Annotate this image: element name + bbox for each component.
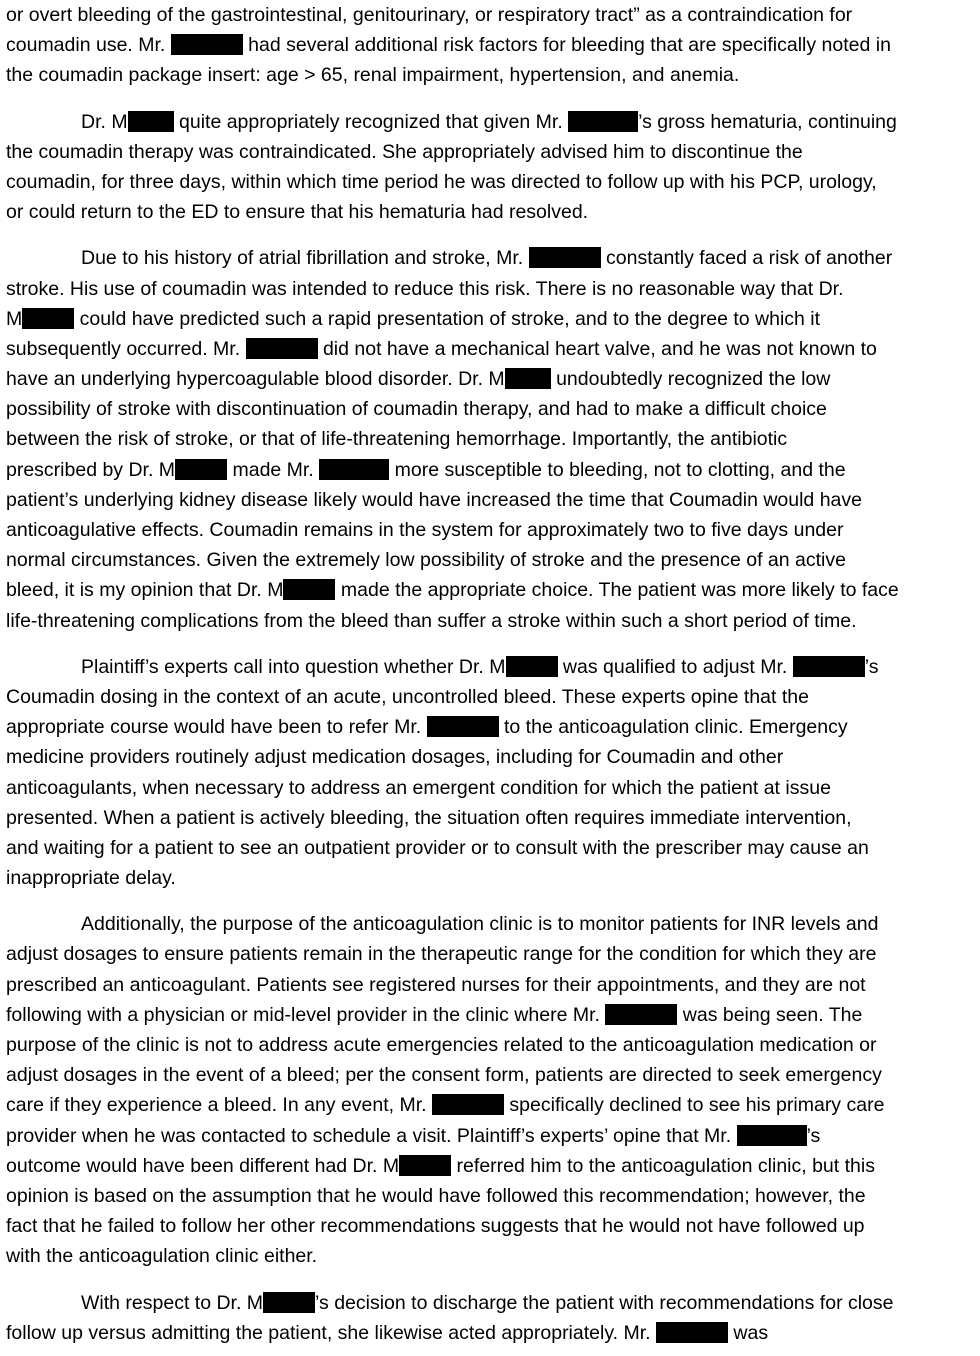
text-segment: between the risk of stroke, or that of life-threatening hemorrhage. Importantly, the antibiotic [6, 428, 788, 451]
text-segment: coumadin, for three days, within which time period he was directed to follow up with his PCP, urology, [6, 170, 877, 193]
text-segment: Additionally, the purpose of the anticoagulation clinic is to monitor patients for INR levels and [81, 913, 879, 936]
text-line [6, 0, 974, 30]
redaction-box [399, 1155, 451, 1176]
text-line [6, 1318, 974, 1348]
text-line [6, 364, 974, 394]
text-line [6, 863, 974, 893]
text-segment: made the appropriate choice. The patient was more likely to face [335, 579, 899, 602]
text-segment: ’s [806, 1124, 821, 1147]
text-segment: following with a physician or mid-level provider in the clinic where Mr. [6, 1003, 606, 1026]
text-line [6, 652, 974, 682]
text-line [6, 1151, 974, 1181]
text-segment: With respect to Dr. M [81, 1291, 264, 1314]
text-segment: prescribed by Dr. M [6, 458, 176, 481]
redaction-box [505, 368, 551, 389]
text-line [6, 939, 974, 969]
text-line [6, 424, 974, 454]
text-line [6, 606, 974, 636]
text-line [6, 274, 974, 304]
text-segment: fact that he failed to follow her other recommendations suggests that he would not have followed up [6, 1215, 865, 1238]
text-line [6, 1211, 974, 1241]
text-segment: M [6, 307, 23, 330]
text-line [6, 334, 974, 364]
paragraph [6, 652, 974, 894]
text-segment: with the anticoagulation clinic either. [6, 1245, 318, 1268]
text-line [6, 107, 974, 137]
text-segment: inappropriate delay. [6, 867, 176, 890]
text-segment: appropriate course would have been to refer Mr. [6, 716, 427, 739]
redaction-box [793, 656, 865, 677]
text-segment: anticoagulants, when necessary to address an emergent condition for which the patient at issue [6, 776, 831, 799]
text-segment: more susceptible to bleeding, not to clotting, and the [389, 458, 846, 481]
text-segment: and waiting for a patient to see an outpatient provider or to consult with the prescriber may cause an [6, 836, 869, 859]
text-line [6, 1000, 974, 1030]
text-line [6, 545, 974, 575]
text-line [6, 485, 974, 515]
text-segment: quite appropriately recognized that given Mr. [173, 110, 569, 133]
text-segment: referred him to the anticoagulation clinic, but this [451, 1154, 875, 1177]
text-segment: constantly faced a risk of another [600, 247, 893, 270]
redaction-box [506, 656, 558, 677]
redaction-box [529, 247, 601, 268]
text-segment: have an underlying hypercoagulable blood disorder. Dr. M [6, 368, 505, 391]
redaction-box [22, 308, 74, 329]
text-segment: was qualified to adjust Mr. [557, 655, 793, 678]
text-segment: ’s gross hematuria, continuing [638, 110, 897, 133]
text-segment: life-threatening complications from the bleed than suffer a stroke within such a short period of time. [6, 609, 857, 632]
redaction-box [568, 111, 638, 132]
text-segment: stroke. His use of coumadin was intended to reduce this risk. There is no reasonable way that Dr. [6, 277, 844, 300]
text-line [6, 1241, 974, 1271]
text-segment: anticoagulative effects. Coumadin remains in the system for approximately two to five days under [6, 519, 844, 541]
text-segment: Plaintiff’s experts call into question whether Dr. M [81, 655, 506, 678]
text-line [6, 1090, 974, 1120]
text-line [6, 30, 974, 60]
text-segment: opinion is based on the assumption that he would have followed this recommendation; however, the [6, 1184, 866, 1207]
text-line [6, 1121, 974, 1151]
text-line [6, 712, 974, 742]
redaction-box [432, 1094, 504, 1115]
paragraph [6, 243, 974, 635]
redaction-box [737, 1125, 807, 1146]
text-line [6, 773, 974, 803]
text-segment: was being seen. The [677, 1003, 863, 1026]
text-segment: made Mr. [227, 458, 320, 481]
redaction-box [319, 459, 389, 480]
text-segment: Dr. M [81, 110, 128, 133]
text-line [6, 909, 974, 939]
text-line [6, 304, 974, 334]
text-segment: ’s decision to discharge the patient with recommendations for close [315, 1291, 894, 1314]
text-segment: to the anticoagulation clinic. Emergency [498, 716, 848, 739]
text-segment: had several additional risk factors for bleeding that are specifically noted in [242, 34, 891, 57]
text-segment: or overt bleeding of the gastrointestinal, genitourinary, or respiratory tract” as a contraindication for [6, 4, 853, 26]
text-line [6, 742, 974, 772]
text-segment: was [727, 1321, 769, 1344]
text-segment: provider when he was contacted to schedule a visit. Plaintiff’s experts’ opine that Mr. [6, 1124, 737, 1147]
text-line [6, 682, 974, 712]
text-segment: bleed, it is my opinion that Dr. M [6, 579, 284, 602]
text-line [6, 1181, 974, 1211]
text-line [6, 803, 974, 833]
text-segment: prescribed an anticoagulant. Patients see registered nurses for their appointments, and they are not [6, 973, 866, 996]
text-segment: the coumadin therapy was contraindicated. She appropriately advised him to discontinue the [6, 140, 803, 163]
redaction-box [283, 579, 335, 600]
text-segment: normal circumstances. Given the extremely low possibility of stroke and the presence of an active [6, 549, 846, 572]
text-line [6, 394, 974, 424]
text-line [6, 455, 974, 485]
text-line [6, 197, 974, 227]
redaction-box [656, 1322, 728, 1343]
paragraph [6, 1288, 974, 1348]
text-line [6, 1288, 974, 1318]
text-segment: adjust dosages in the event of a bleed; per the consent form, patients are directed to seek emergency [6, 1064, 882, 1087]
text-segment: or could return to the ED to ensure that his hematuria had resolved. [6, 201, 589, 224]
text-segment: subsequently occurred. Mr. [6, 337, 246, 360]
text-segment: undoubtedly recognized the low [550, 368, 831, 391]
redaction-box [171, 34, 243, 55]
paragraph [6, 909, 974, 1271]
text-segment: Due to his history of atrial fibrillation and stroke, Mr. [81, 247, 529, 270]
text-segment: could have predicted such a rapid presentation of stroke, and to the degree to which it [74, 307, 821, 330]
text-segment: ’s [864, 655, 879, 678]
text-segment: specifically declined to see his primary care [504, 1094, 885, 1117]
text-line [6, 575, 974, 605]
text-line [6, 833, 974, 863]
text-segment: outcome would have been different had Dr. M [6, 1154, 400, 1177]
text-segment: adjust dosages to ensure patients remain in the therapeutic range for the condition for which they are [6, 943, 877, 966]
redaction-box [246, 338, 318, 359]
redaction-box [605, 1004, 677, 1025]
paragraph [6, 0, 974, 91]
text-segment: did not have a mechanical heart valve, and he was not known to [317, 337, 877, 360]
text-segment: coumadin use. Mr. [6, 34, 171, 57]
text-line [6, 515, 974, 545]
paragraph [6, 107, 974, 228]
text-line [6, 137, 974, 167]
text-segment: purpose of the clinic is not to address acute emergencies related to the anticoagulation medication or [6, 1034, 877, 1056]
document-body [6, 0, 974, 1348]
text-segment: presented. When a patient is actively bleeding, the situation often requires immediate intervention, [6, 806, 852, 829]
redaction-box [263, 1292, 315, 1313]
redaction-box [128, 111, 174, 132]
text-segment: Coumadin dosing in the context of an acute, uncontrolled bleed. These experts opine that the [6, 685, 809, 708]
text-segment: care if they experience a bleed. In any event, Mr. [6, 1094, 432, 1117]
text-line [6, 1030, 974, 1060]
text-segment: medicine providers routinely adjust medication dosages, including for Coumadin and other [6, 746, 784, 769]
text-segment: patient’s underlying kidney disease likely would have increased the time that Coumadin would have [6, 488, 862, 511]
text-segment: possibility of stroke with discontinuation of coumadin therapy, and had to make a difficult choice [6, 398, 827, 421]
text-line [6, 243, 974, 273]
text-segment: the coumadin package insert: age > 65, renal impairment, hypertension, and anemia. [6, 64, 740, 87]
text-segment: follow up versus admitting the patient, she likewise acted appropriately. Mr. [6, 1321, 656, 1344]
text-line [6, 970, 974, 1000]
redaction-box [427, 716, 499, 737]
redaction-box [175, 459, 227, 480]
text-line [6, 167, 974, 197]
text-line [6, 60, 974, 90]
text-line [6, 1060, 974, 1090]
